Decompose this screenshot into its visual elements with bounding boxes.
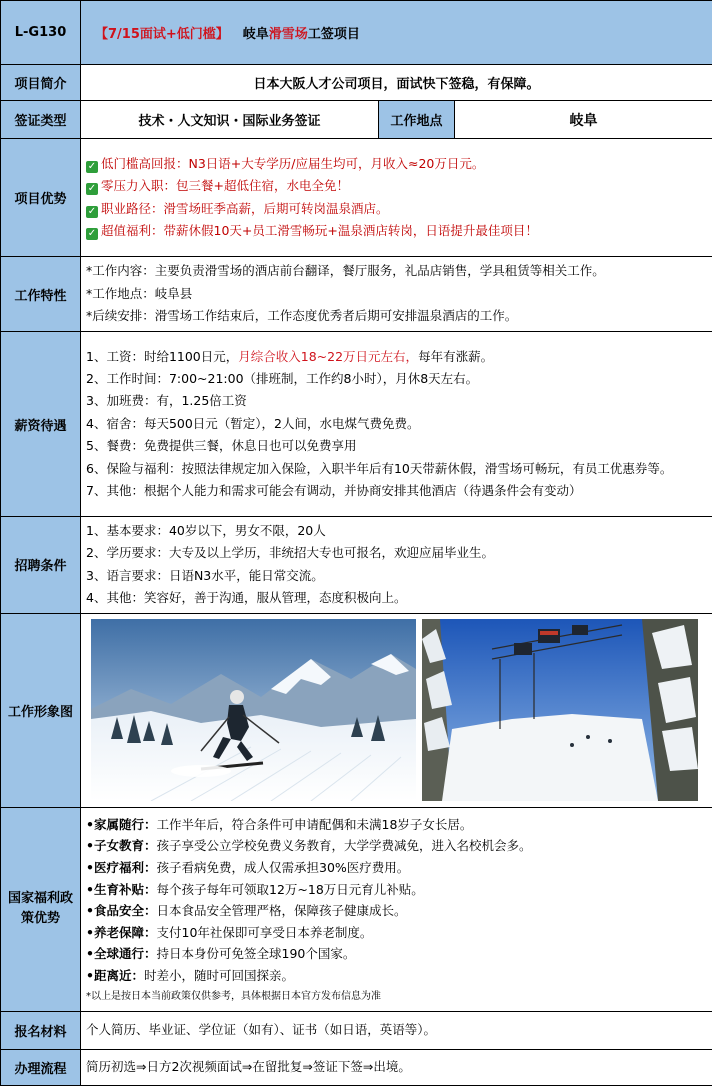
check-icon: ✓: [86, 161, 98, 173]
advantage-item: ✓ 超值福利：带薪休假10天+员工滑雪畅玩+温泉酒店转岗，日语提升最佳项目！: [86, 220, 707, 242]
salary-line: 3、加班费：有，1.25倍工资: [86, 390, 707, 412]
page-title: [81, 1, 712, 65]
process-row: [1, 1049, 712, 1085]
salary-label: 薪资待遇: [1, 332, 81, 517]
feature-line: *工作地点：岐阜县: [86, 283, 707, 305]
header-row: [1, 1, 712, 65]
features-row: [1, 257, 712, 332]
images-label: 工作形象图: [1, 613, 81, 807]
skier-photo: [91, 619, 416, 801]
intro-text: 日本大阪人才公司项目，面试快下签稳，有保障。: [81, 65, 712, 101]
check-icon: ✓: [86, 206, 98, 218]
advantages-row: [1, 139, 712, 257]
salary-list: [81, 332, 712, 517]
requirements-label: 招聘条件: [1, 517, 81, 614]
requirement-line: 4、其他：笑容好，善于沟通，服从管理，态度积极向上。: [86, 587, 707, 609]
salary-row: [1, 332, 712, 517]
requirements-row: [1, 517, 712, 614]
advantages-list: [81, 139, 712, 257]
features-list: [81, 257, 712, 332]
process-label: 办理流程: [1, 1049, 81, 1085]
intro-row: [1, 65, 712, 101]
materials-label: 报名材料: [1, 1011, 81, 1049]
welfare-list: [81, 807, 712, 1011]
title-bracket: 【7/15面试+低门槛】: [95, 27, 229, 42]
location-value: 岐阜: [455, 101, 712, 139]
welfare-item: •家属随行：工作半年后，符合条件可申请配偶和未满18岁子女长居。: [86, 814, 707, 836]
title-rest: 工签项目: [308, 27, 360, 42]
materials-text: 个人简历、毕业证、学位证（如有）、证书（如日语，英语等）。: [81, 1011, 712, 1049]
feature-line: *工作内容：主要负责滑雪场的酒店前台翻译，餐厅服务，礼品店销售，学具租赁等相关工作。: [86, 260, 707, 282]
welfare-row: [1, 807, 712, 1011]
images-cell: [81, 613, 712, 807]
requirements-list: [81, 517, 712, 614]
photo-strip: [81, 615, 712, 805]
visa-label: 签证类型: [1, 101, 81, 139]
visa-type: 技术・人文知识・国际业务签证: [81, 101, 379, 139]
welfare-item: •全球通行：持日本身份可免签全球190个国家。: [86, 943, 707, 965]
welfare-note: *以上是按日本当前政策仅供参考，具体根据日本官方发布信息为准: [86, 989, 707, 1005]
project-code: L-G130: [1, 1, 81, 65]
ski-lift-photo: [422, 619, 698, 801]
feature-line: *后续安排：滑雪场工作结束后，工作态度优秀者后期可安排温泉酒店的工作。: [86, 305, 707, 327]
advantage-item: ✓ 低门槛高回报：N3日语+大专学历/应届生均可，月收入≈20万日元。: [86, 153, 707, 175]
welfare-item: •医疗福利：孩子看病免费，成人仅需承担30%医疗费用。: [86, 857, 707, 879]
intro-label: 项目简介: [1, 65, 81, 101]
salary-line: 6、保险与福利：按照法律规定加入保险，入职半年后有10天带薪休假，滑雪场可畅玩，有员工优惠券等。: [86, 458, 707, 480]
title-place: 岐阜: [243, 27, 269, 42]
location-label: 工作地点: [379, 101, 455, 139]
requirement-line: 1、基本要求：40岁以下，男女不限，20人: [86, 520, 707, 542]
salary-line: 2、工作时间：7:00~21:00（排班制，工作约8小时），月休8天左右。: [86, 368, 707, 390]
check-icon: ✓: [86, 183, 98, 195]
materials-row: [1, 1011, 712, 1049]
requirement-line: 2、学历要求：大专及以上学历，非统招大专也可报名，欢迎应届毕业生。: [86, 542, 707, 564]
title-highlight: 滑雪场: [269, 27, 308, 42]
process-text: 简历初选⇒日方2次视频面试⇒在留批复⇒签证下签⇒出境。: [81, 1049, 712, 1085]
welfare-item: •食品安全：日本食品安全管理严格，保障孩子健康成长。: [86, 900, 707, 922]
advantage-item: ✓ 职业路径：滑雪场旺季高薪，后期可转岗温泉酒店。: [86, 198, 707, 220]
advantage-item: ✓ 零压力入职：包三餐+超低住宿，水电全免！: [86, 175, 707, 197]
salary-line: 7、其他：根据个人能力和需求可能会有调动，并协商安排其他酒店（待遇条件会有变动）: [86, 480, 707, 502]
features-label: 工作特性: [1, 257, 81, 332]
advantages-label: 项目优势: [1, 139, 81, 257]
welfare-item: •养老保障：支付10年社保即可享受日本养老制度。: [86, 922, 707, 944]
salary-line: 5、餐费：免费提供三餐，休息日也可以免费享用: [86, 435, 707, 457]
images-row: [1, 613, 712, 807]
salary-line: 4、宿舍：每天500日元（暂定），2人间，水电煤气费免费。: [86, 413, 707, 435]
welfare-item: •距离近：时差小，随时可回国探亲。: [86, 965, 707, 987]
check-icon: ✓: [86, 228, 98, 240]
salary-highlight: 月综合收入18~22万日元左右，: [238, 349, 418, 364]
visa-row: [1, 101, 712, 139]
salary-line: 1、工资：时给1100日元，月综合收入18~22万日元左右，每年有涨薪。: [86, 346, 707, 368]
welfare-label: 国家福利政策优势: [1, 807, 81, 1011]
welfare-item: •生育补贴：每个孩子每年可领取12万~18万日元育儿补贴。: [86, 879, 707, 901]
welfare-item: •子女教育：孩子享受公立学校免费义务教育，大学学费减免，进入名校机会多。: [86, 835, 707, 857]
requirement-line: 3、语言要求：日语N3水平，能日常交流。: [86, 565, 707, 587]
